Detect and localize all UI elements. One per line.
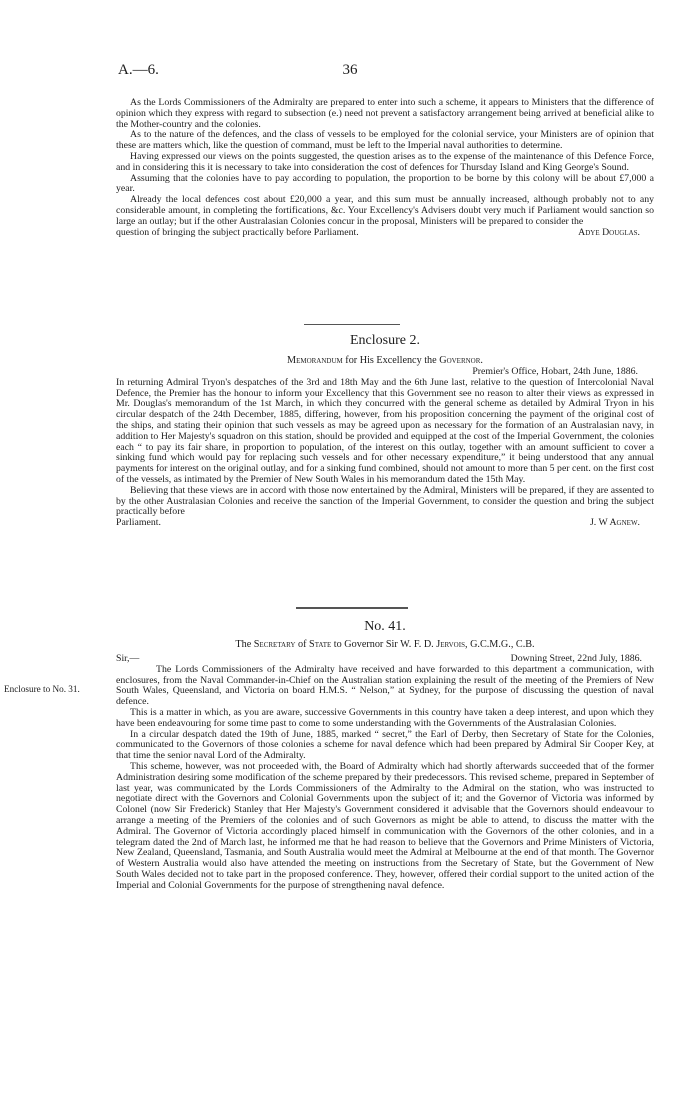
paragraph: In a circular despatch dated the 19th of June, 1885, marked “ secret,” the Earl of Derby, then Secretary of State for the Colonies, communicated to the Governors of those colonies a scheme for naval defence which had been prepared by Admiral Sir Cooper Key, at that time the senior naval Lord of the Admiralty. (116, 728, 654, 762)
despatch-title: No. 41. (364, 619, 406, 634)
document-reference: A.—6. (118, 62, 159, 78)
address-part: State (309, 639, 332, 650)
signature: Adye Douglas. (578, 226, 640, 238)
paragraph: This scheme, however, was not proceeded with, the Board of Admiralty which had shortly afterwards succeeded that of the former Administration desiring some modification of the scheme prepared by their predecessors. This revised scheme, prepared in September of last year, was communicated by the Lords Commissioners of the Admiralty to the Admiral on the station, who was instructed to negotiate direct with the Governors and Colonial Governments upon the subject of it; and the Governor of Victoria was informed by Colonel (now Sir Frederick) Stanley that Her Majesty's Government considered it advisable that the Governors should endeavour to arrange a meeting of the Premiers of the colonies and of such Governors as might be able to attend, to discuss the matter with the Admiral. The Governor of Victoria accordingly placed himself in communication with the Governors of the other colonies, and in a telegram dated the 2nd of March last, he informed me that he had reason to believe that the Governors and Prime Ministers of Victoria, New Zealand, Queensland, Tasmania, and South Australia would meet the Admiral at Melbourne at the end of that month. The Governor of Western Australia would also have attended the meeting on instructions from the Secretary of State, but the Government of New South Wales decided not to take part in the proposed conference. They, however, offered their cordial support to the united action of the Imperial and Colonial Governments for the purpose of strengthening naval defence. (116, 760, 654, 891)
section-continuation (116, 98, 654, 238)
despatch-address (116, 639, 654, 651)
last-line: question of bringing the subject practically before Parliament. (116, 226, 359, 238)
paragraph: Believing that these views are in accord with those now entertained by the Admiral, Ministers will be prepared, if they are assented to by the other Australasian Colonies and receive the sanction of the Imperial Government, to consider the question and bring the subject practically before (116, 484, 654, 518)
address-part: Secretary (253, 639, 296, 650)
last-line: Parliament. (116, 517, 161, 529)
signature-line (116, 518, 654, 529)
address-part: of (295, 639, 310, 650)
enclosure-title: Enclosure 2. (350, 333, 420, 348)
paragraph: Having expressed our views on the points suggested, the question arises as to the expense of the maintenance of this Defence Force, and in considering this it is necessary to take into consideration the cost of defences for Thursday Island and King George's Sound. (116, 150, 654, 173)
address-part: , G.C.M.G., C.B. (464, 639, 535, 650)
paragraph: As to the nature of the defences, and the class of vessels to be employed for the colonial service, your Ministers are of opinion that these are matters which, like the question of command, must be left to the Imperial naval authorities to determine. (116, 129, 654, 152)
page-number: 36 (342, 62, 358, 78)
margin-note: Enclosure to No. 31. (4, 684, 80, 694)
paragraph: Already the local defences cost about £20,000 a year, and this sum must be annually increased, although probably not to any considerable amount, in completing the fortifications, &c. Your Excellency's Advisers doubt very much if Parliament would sanction so large an outlay; but if the other Australasian Colonies concur in the proposal, Ministers will be prepared to consider the (116, 194, 654, 227)
enclosure-2 (116, 333, 654, 529)
paragraph: Assuming that the colonies have to pay according to population, the proportion to be borne by this colony will be about £7,000 a year. (116, 172, 654, 195)
paragraph: The Lords Commissioners of the Admiralty have received and have forwarded to this department a communication, with enclosures, from the Naval Commander-in-Chief on the Australian station explaining the result of the meeting of the Premiers of New South Wales, Queensland, and Victoria on board H.M.S. “ Nelson,” at Sydney, for the purpose of discussing the question of naval defence. (116, 663, 654, 708)
paragraph: In returning Admiral Tryon's despatches of the 3rd and 18th May and the 6th June last, relative to the question of Intercolonial Naval Defence, the Premier has the honour to inform your Excellency that this Government see no reason to alter their views as expressed in Mr. Douglas's memorandum of the 1st March, in which they concurred with the general scheme as detailed by Admiral Tryon in his circular despatch of the 24th December, 1885, differing, however, from his proposition concerning the payment of the original cost of the ships, and stating their opinion that such vessels as may be agreed upon as necessary for the formation of an Australasian navy, in addition to Her Majesty's squadron on this station, should be provided and equipped at the cost of the Imperial Government, the colonies each “ to pay its fair share, in proportion to population, of the interest on this outlay, together with an amount sufficient to cover a sinking fund which would pay for replacing such vessels and for other necessary expenditure,” it being understood that any annual payments for interest on the original outlay, and for a sinking fund combined, should not amount to more than 5 per cent. on the first cost of the vessels, as intimated by the Premier of New South Wales in his memorandum dated the 15th May. (116, 376, 654, 485)
divider (304, 324, 400, 325)
memo-prefix: Memorandum (287, 355, 343, 366)
address-part: The (235, 639, 254, 650)
address-part: Jervois (436, 639, 465, 650)
signature: J. W Agnew. (589, 517, 640, 529)
office-line: Premier's Office, Hobart, 24th June, 1886. (472, 366, 638, 377)
signature-line (116, 228, 654, 239)
despatch-no-41 (116, 619, 654, 892)
memo-text: for His Excellency the (342, 355, 440, 366)
address-part: to Governor Sir W. F. D. (331, 639, 437, 650)
salutation: Sir,— (116, 653, 140, 664)
paragraph: As the Lords Commissioners of the Admiralty are prepared to enter into such a scheme, it appears to Ministers that the difference of opinion which they express with regard to subsection (e.) need not prevent a satisfactory arrangement being arrived at beneficial alike to the Mother-country and the colonies. (116, 97, 654, 130)
place-date: Downing Street, 22nd July, 1886. (510, 653, 642, 664)
divider (296, 607, 408, 609)
paragraph: This is a matter in which, as you are aware, successive Governments in this country have taken a deep interest, and upon which they have been endeavouring for some time past to come to some understanding with the Governments of the Australasian Colonies. (116, 706, 654, 729)
memo-suffix: Governor. (439, 355, 483, 366)
